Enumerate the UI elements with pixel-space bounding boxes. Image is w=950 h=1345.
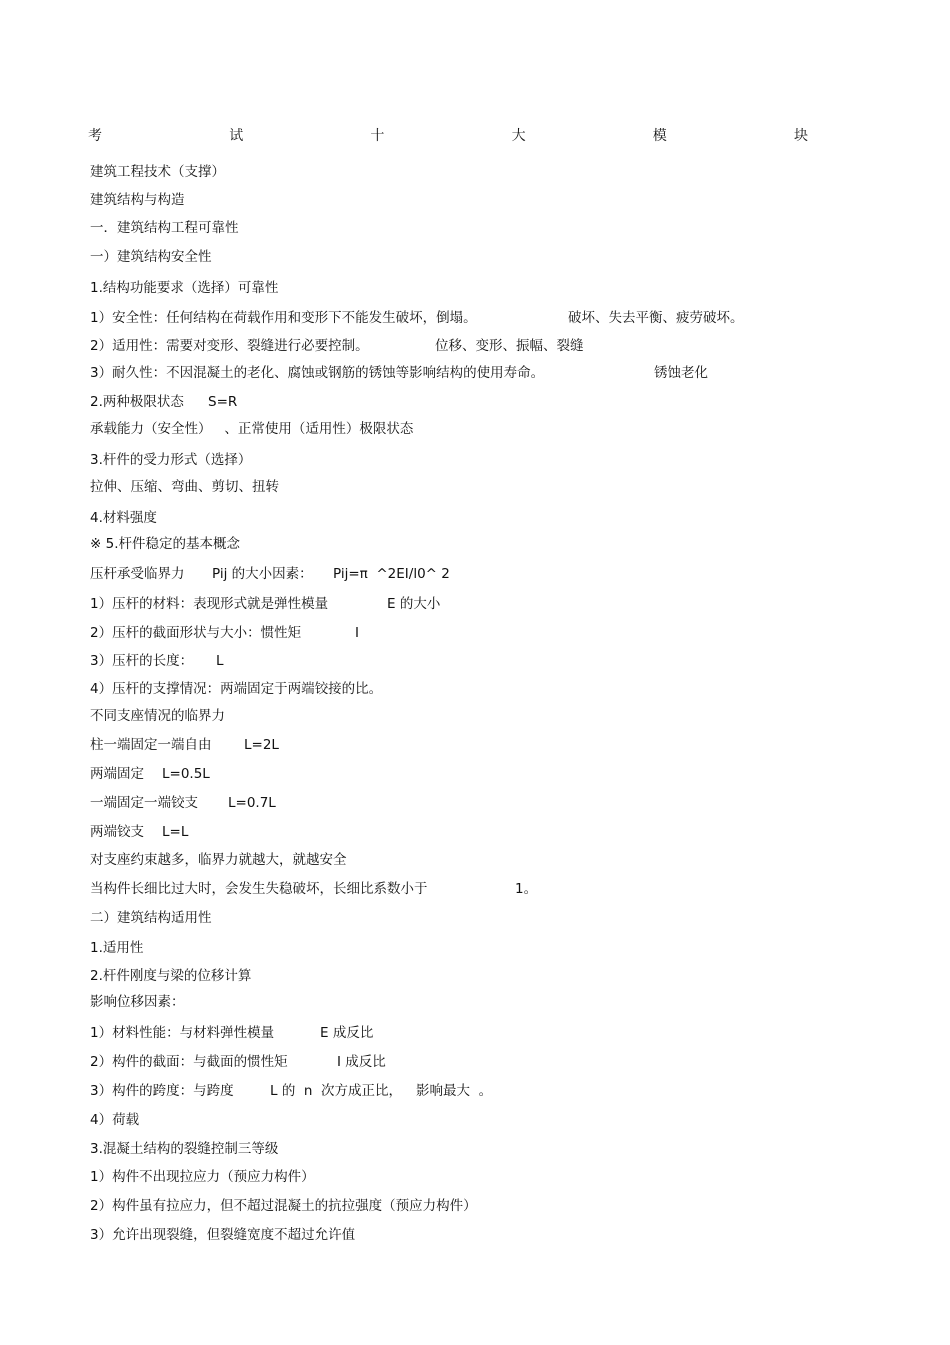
text-line: 影响位移因素： [90,994,185,1010]
text-segment: 3）耐久性：不因混凝土的老化、腐蚀或钢筋的锈蚀等影响结构的使用寿命。 [90,365,545,381]
title-char: 试 [229,128,244,144]
text-line: 不同支座情况的临界力 [90,708,225,724]
text-segment: E 的大小 [387,596,441,612]
text-segment: L=0.7L [228,795,276,811]
text-segment: 1）压杆的材料：表现形式就是弹性模量 [90,596,329,612]
text-segment: 柱一端固定一端自由 [90,737,212,753]
heading-line: 建筑结构与构造 [90,192,185,208]
heading-line: 一）建筑结构安全性 [90,249,212,265]
text-segment: 1）材料性能：与材料弹性模量 [90,1025,275,1041]
text-segment: 位移、变形、振幅、裂缝 [435,338,584,354]
text-segment: 影响最大 。 [416,1083,493,1099]
text-segment: 2）构件的截面：与截面的惯性矩 [90,1054,288,1070]
heading-line: 1.结构功能要求（选择）可靠性 [90,280,279,296]
title-char: 块 [793,128,808,144]
text-segment: L=2L [244,737,279,753]
text-segment: 一端固定一端铰支 [90,795,198,811]
text-segment: 压杆承受临界力 [90,566,185,582]
text-line: 对支座约束越多，临界力就越大，就越安全 [90,852,347,868]
text-segment: 两端固定 [90,766,144,782]
text-line: 1）构件不出现拉应力（预应力构件） [90,1169,315,1185]
text-segment: L=L [162,824,189,840]
text-line: 4）荷载 [90,1112,140,1128]
heading-line: 4.材料强度 [90,510,157,526]
title-char: 考 [88,128,102,144]
text-line: 承载能力（安全性） 、正常使用（适用性）极限状态 [90,421,414,437]
title-char: 十 [370,128,385,144]
text-segment: E 成反比 [320,1025,374,1041]
text-line: 2）构件虽有拉应力，但不超过混凝土的抗拉强度（预应力构件） [90,1198,477,1214]
text-segment: I 成反比 [337,1054,386,1070]
heading-line: 3.杆件的受力形式（选择） [90,452,252,468]
text-segment: 3）构件的跨度：与跨度 [90,1083,234,1099]
heading-line: 3.混凝土结构的裂缝控制三等级 [90,1141,279,1157]
heading-line: 1.适用性 [90,940,144,956]
text-segment: 2）压杆的截面形状与大小：惯性矩 [90,625,302,641]
formula: Pij=π ^2EI/l0^ 2 [333,566,450,582]
heading-line: ※ 5.杆件稳定的基本概念 [90,536,240,552]
text-segment: I [355,625,359,641]
text-segment: 当构件长细比过大时，会发生失稳破坏，长细比系数小于 [90,881,428,897]
heading-line: 一．建筑结构工程可靠性 [90,220,239,236]
page-title [88,124,808,148]
text-line: 3）允许出现裂缝，但裂缝宽度不超过允许值 [90,1227,356,1243]
heading-line: 2.杆件刚度与梁的位移计算 [90,968,252,984]
text-segment: S=R [208,394,238,410]
text-segment: 1）安全性：任何结构在荷载作用和变形下不能发生破坏，倒塌。 [90,310,477,326]
text-segment: 1。 [515,881,538,897]
heading-line: 二）建筑结构适用性 [90,910,212,926]
text-segment: 锈蚀老化 [654,365,708,381]
text-line: 拉伸、压缩、弯曲、剪切、扭转 [90,479,279,495]
title-char: 大 [511,128,526,144]
text-segment: 2.两种极限状态 [90,394,184,410]
text-segment: 2）适用性：需要对变形、裂缝进行必要控制。 [90,338,369,354]
text-segment: 破坏、失去平衡、疲劳破坏。 [568,310,744,326]
text-segment: L 的 n 次方成正比， [270,1083,403,1099]
text-segment: Pij 的大小因素： [212,566,313,582]
text-segment: 3）压杆的长度： [90,653,194,669]
text-segment: L=0.5L [162,766,210,782]
title-char: 模 [652,128,667,144]
text-segment: 两端铰支 [90,824,144,840]
text-line: 4）压杆的支撑情况：两端固定于两端铰接的比。 [90,681,383,697]
heading-line: 建筑工程技术（支撑） [90,164,225,180]
text-segment: L [216,653,224,669]
